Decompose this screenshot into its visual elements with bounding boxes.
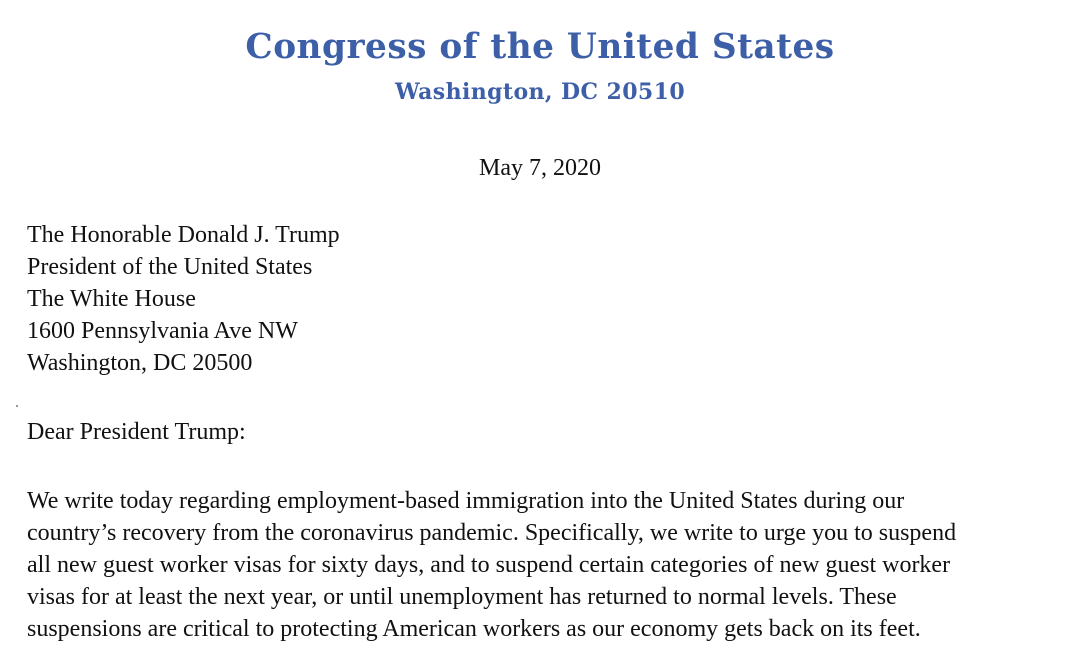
scan-speck — [16, 405, 18, 407]
paragraph-line: visas for at least the next year, or until unemployment has returned to normal levels. These — [27, 584, 897, 610]
recipient-address — [27, 219, 340, 379]
recipient-line-title: President of the United States — [27, 254, 313, 280]
paragraph-line: suspensions are critical to protecting American workers as our economy gets back on its feet. — [27, 616, 921, 642]
recipient-line-office: The White House — [27, 286, 196, 312]
body-paragraph — [27, 485, 956, 645]
salutation: Dear President Trump: — [27, 419, 246, 445]
letter-date: May 7, 2020 — [479, 155, 601, 181]
paragraph-line: country’s recovery from the coronavirus pandemic. Specifically, we write to urge you to suspend — [27, 520, 957, 546]
paragraph-line: all new guest worker visas for sixty days, and to suspend certain categories of new guest worker — [27, 552, 951, 578]
recipient-line-name: The Honorable Donald J. Trump — [27, 222, 340, 248]
paragraph-line: We write today regarding employment-based immigration into the United States during our — [27, 488, 905, 514]
recipient-line-street: 1600 Pennsylvania Ave NW — [27, 318, 298, 344]
letterhead-title: Congress of the United States — [245, 26, 835, 67]
recipient-line-city: Washington, DC 20500 — [27, 350, 253, 376]
letterhead-subtitle: Washington, DC 20510 — [394, 79, 686, 105]
